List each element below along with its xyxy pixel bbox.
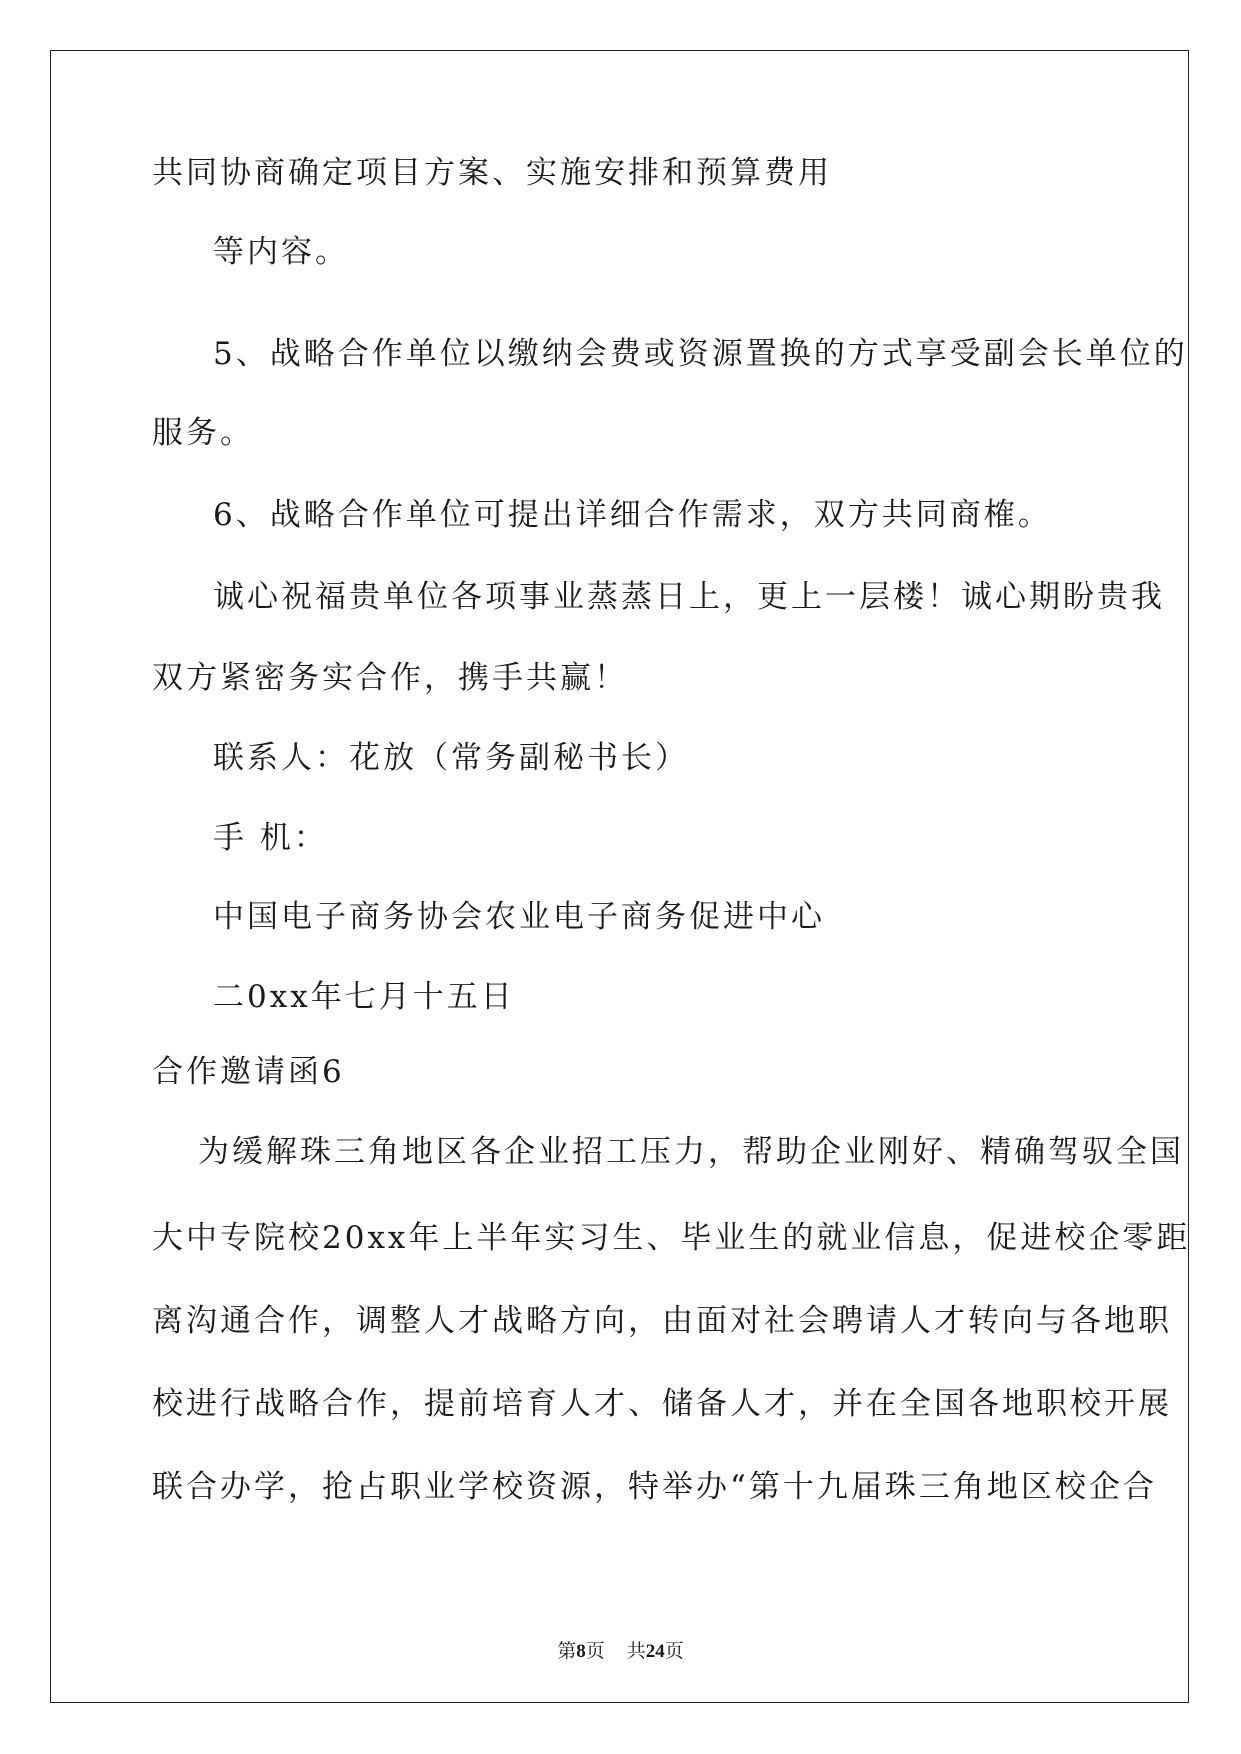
- text-line: 共同协商确定项目方案、实施安排和预算费用: [152, 155, 832, 191]
- page-total: 24: [645, 1641, 665, 1662]
- total-prefix: 共: [626, 1640, 646, 1662]
- text-line: 大中专院校20xx年上半年实习生、毕业生的就业信息，促进校企零距: [152, 1220, 1191, 1256]
- text-line: 校进行战略合作，提前培育人才、储备人才，并在全国各地职校开展: [152, 1386, 1172, 1422]
- text-line: 双方紧密务实合作，携手共赢！: [152, 660, 628, 696]
- text-line: 联系人：花放（常务副秘书长）: [213, 740, 689, 776]
- text-line: 联合办学，抢占职业学校资源，特举办“第十九届珠三角地区校企合: [152, 1469, 1157, 1505]
- page-suffix: 页: [585, 1640, 605, 1662]
- page-prefix: 第: [557, 1640, 577, 1662]
- text-line: 中国电子商务协会农业电子商务促进中心: [213, 899, 825, 935]
- text-line: 手 机：: [213, 820, 328, 856]
- section-heading: 合作邀请函6: [152, 1054, 345, 1090]
- page-border: [50, 50, 1189, 1703]
- text-line: 离沟通合作，调整人才战略方向，由面对社会聘请人才转向与各地职: [152, 1303, 1172, 1339]
- page-footer: [0, 1639, 1241, 1664]
- text-line: 等内容。: [213, 234, 349, 270]
- total-suffix: 页: [664, 1640, 684, 1662]
- text-line: 诚心祝福贵单位各项事业蒸蒸日上，更上一层楼！诚心期盼贵我: [213, 579, 1165, 615]
- text-line: 5、战略合作单位以缴纳会费或资源置换的方式享受副会长单位的: [213, 336, 1188, 372]
- text-line: 为缓解珠三角地区各企业招工压力，帮助企业刚好、精确驾驭全国: [198, 1134, 1184, 1170]
- text-line: 服务。: [152, 415, 254, 451]
- text-line: 6、战略合作单位可提出详细合作需求，双方共同商榷。: [213, 497, 1052, 533]
- page-number: 8: [576, 1641, 586, 1662]
- text-line: 二0xx年七月十五日: [213, 979, 515, 1015]
